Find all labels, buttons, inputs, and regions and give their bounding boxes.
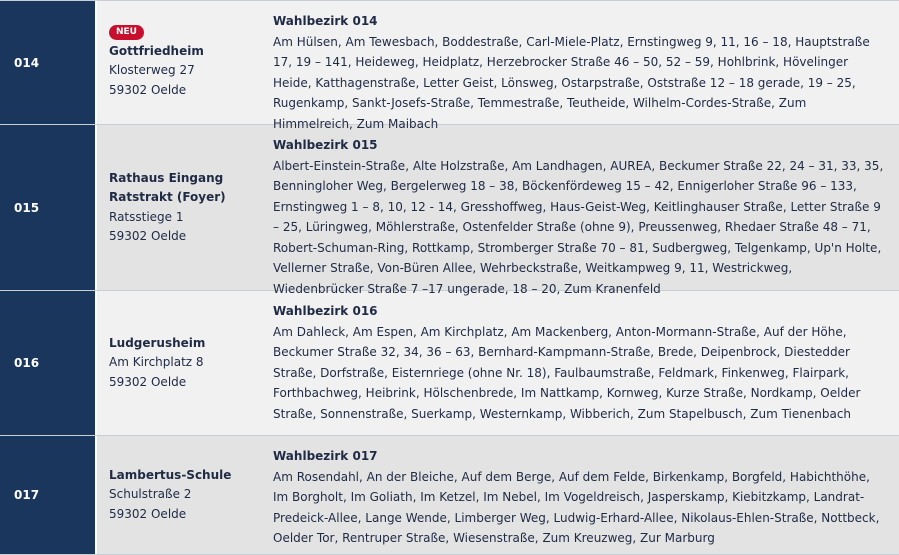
district-number: 016 xyxy=(0,291,97,435)
street-list xyxy=(259,1,899,131)
polling-location xyxy=(97,1,259,124)
location-name: Ludgerusheim xyxy=(109,335,206,350)
location-street: Schulstraße 2 xyxy=(109,487,192,502)
location-city: 59302 Oelde xyxy=(109,374,187,389)
district-streets: Am Hülsen, Am Tewesbach, Boddestraße, Carl-Miele-Platz, Ernstingweg 9, 11, 16 – 18, Hauptstraße 17, 19 – 141, Heideweg, Heidplatz, Herzebrocker Straße 46 – 50, 52 – 59, Hohlbrink, Hövelinger Heide, Katthagenstraße, Letter Geist, Lönsweg, Ostarpstraße, Oststraße 12 – 18 gerade, 19 – 25, Rugenkamp, Sankt-Josefs-Straße, Temmestraße, Teutheide, Wilhelm-Cordes-Straße, Zum Himmelreich, Zum Maibach xyxy=(273,34,870,131)
street-list xyxy=(259,125,899,296)
location-name-line-2: Ratstrakt (Foyer) xyxy=(109,190,226,204)
polling-location xyxy=(97,436,259,554)
new-badge: NEU xyxy=(109,25,144,40)
table-row xyxy=(0,125,899,296)
polling-location xyxy=(97,125,259,290)
district-title: Wahlbezirk 016 xyxy=(273,304,378,318)
district-number: 017 xyxy=(0,436,97,554)
table-row xyxy=(0,436,899,555)
district-title: Wahlbezirk 015 xyxy=(273,138,378,152)
street-list xyxy=(259,291,899,435)
location-street: Klosterweg 27 xyxy=(109,63,195,78)
district-title: Wahlbezirk 014 xyxy=(273,14,378,28)
table-row xyxy=(0,1,899,131)
polling-location xyxy=(97,291,259,435)
district-title: Wahlbezirk 017 xyxy=(273,449,378,463)
street-list xyxy=(259,436,899,554)
location-name: Gottfriedheim xyxy=(109,43,204,58)
district-number: 015 xyxy=(0,125,97,290)
location-name: Lambertus-Schule xyxy=(109,467,232,482)
location-name: Rathaus Eingang xyxy=(109,170,224,185)
location-city: 59302 Oelde xyxy=(109,229,187,243)
location-city: 59302 Oelde xyxy=(109,506,187,521)
location-street: Ratsstiege 1 xyxy=(109,209,184,224)
district-streets: Am Rosendahl, An der Bleiche, Auf dem Berge, Auf dem Felde, Birkenkamp, Borgfeld, Habichthöhe, Im Borgholt, Im Goliath, Im Ketzel, Im Nebel, Im Vogeldreisch, Jasperskamp, Kiebitzkamp, Landrat-Predeick-Allee, Lange Wende, Limberger Weg, Ludwig-Erhard-Allee, Nikolaus-Ehlen-Straße, Nottbeck, Oelder Tor, Rentruper Straße, Wiesenstraße, Zum Kreuzweg, Zur Marburg xyxy=(273,469,880,545)
location-street: Am Kirchplatz 8 xyxy=(109,355,204,370)
location-city: 59302 Oelde xyxy=(109,82,187,97)
district-streets: Am Dahleck, Am Espen, Am Kirchplatz, Am Mackenberg, Anton-Mormann-Straße, Auf der Höhe, Beckumer Straße 32, 34, 36 – 63, Bernhard-Kampmann-Straße, Brede, Deipenbrock, Diestedder Straße, Dorfstraße, Eisternriege (ohne Nr. 18), Faulbaumstraße, Feldmark, Finkenweg, Flairpark, Forthbachweg, Heibrink, Hölschenbrede, Im Nattkamp, Kornweg, Kurze Straße, Nordkamp, Oelder Straße, Sonnenstraße, Suerkamp, Westernkamp, Wibberich, Zum Stapelbusch, Zum Tienenbach xyxy=(273,324,861,421)
district-streets: Albert-Einstein-Straße, Alte Holzstraße, Am Landhagen, AUREA, Beckumer Straße 22, 24 – 31, 33, 35, Benningloher Weg, Bergelerweg 18 – 38, Böckenfördeweg 15 – 42, Ennigerloher Straße 96 – 133, Ernstingweg 1 – 8, 10, 12 - 14, Gresshoffweg, Haus-Geist-Weg, Keitlinghauser Straße, Letter Straße 9 – 25, Lüringweg, Möhlerstraße, Ostenfelder Straße (ohne 9), Preussenweg, Rhedaer Straße 48 – 71, Robert-Schuman-Ring, Rottkamp, Stromberger Straße 70 – 81, Sudbergweg, Telgenkamp, Up'n Holte, Vellerner Straße, Von-Büren Allee, Wehrbeckstraße, Weitkampweg 9, 11, Westrickweg, Wiedenbrücker Straße 7 –17 ungerade, 18 – 20, Zum Kranenfeld xyxy=(273,158,884,296)
district-number: 014 xyxy=(0,1,97,124)
table-row xyxy=(0,291,899,436)
